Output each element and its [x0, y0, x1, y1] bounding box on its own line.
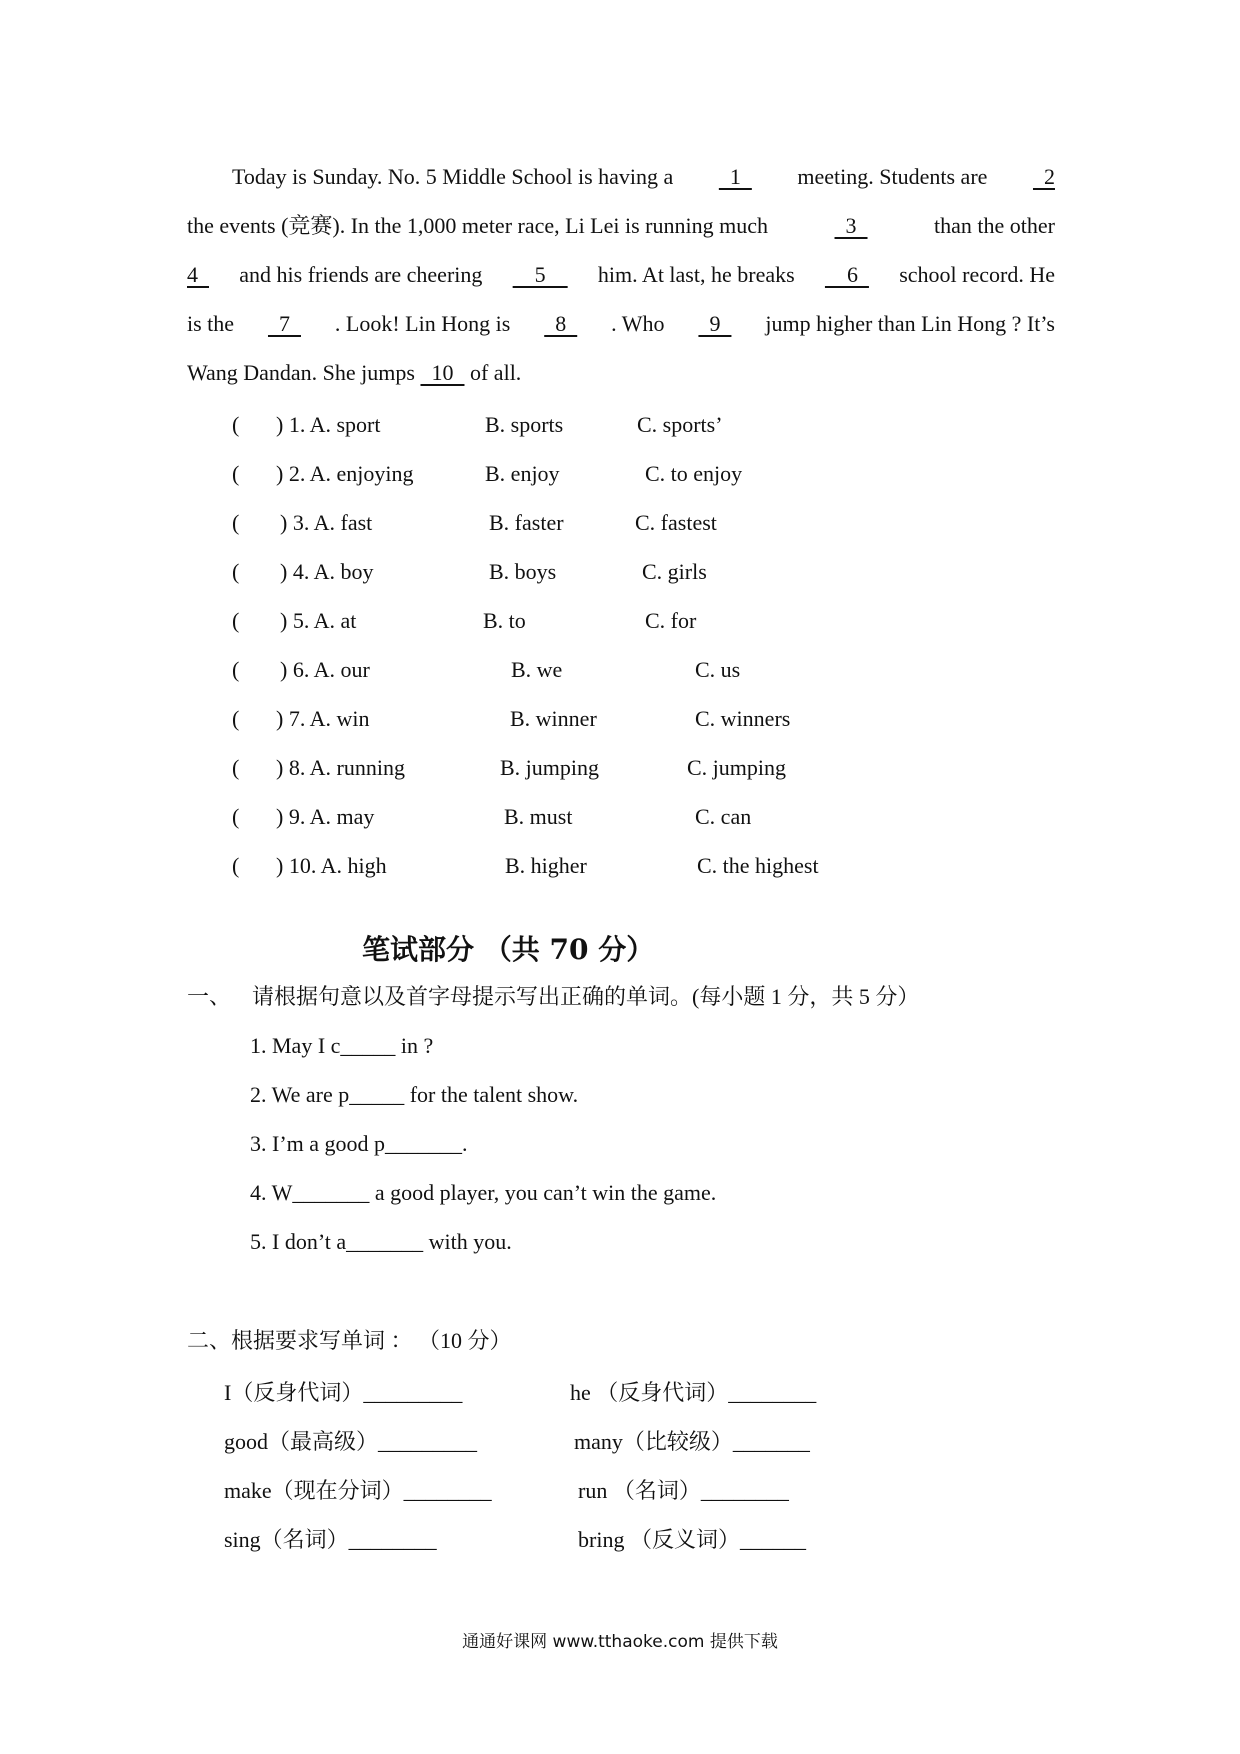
option-c: C. the highest [697, 853, 819, 878]
option-a: ) 6. A. our [280, 657, 370, 682]
choice-row-4 [232, 547, 882, 596]
option-b: B. jumping [500, 755, 600, 780]
blank-7: 7 [267, 311, 301, 336]
answer-paren: ( [232, 510, 240, 535]
option-c: C. fastest [635, 510, 717, 535]
option-c: C. winners [695, 706, 791, 731]
word-item: many（比较级）_______ [574, 1429, 810, 1454]
passage-line-2 [187, 201, 1055, 250]
option-a: ) 7. A. win [276, 706, 370, 731]
answer-paren: ( [232, 461, 240, 486]
question-4: 4. W_______ a good player, you can’t win the game. [250, 1180, 717, 1205]
word-item: he （反身代词）________ [570, 1380, 817, 1405]
option-b: B. to [483, 608, 526, 633]
answer-paren: ( [232, 657, 240, 682]
blank-2: 2 [1032, 164, 1055, 189]
choice-row-3 [232, 498, 882, 547]
answer-paren: ( [232, 412, 240, 437]
word-item: make（现在分词）________ [224, 1478, 492, 1503]
answer-paren: ( [232, 706, 240, 731]
answer-paren: ( [232, 804, 240, 829]
passage-text: . Who [611, 311, 665, 336]
instruction-text: 请根据句意以及首字母提示写出正确的单词。(每小题 1 分，共 5 分） [252, 984, 920, 1009]
option-a: ) 8. A. running [276, 755, 405, 780]
answer-paren: ( [232, 608, 240, 633]
option-b: B. boys [489, 559, 557, 584]
passage-line-3 [187, 250, 1055, 299]
option-a: ) 3. A. fast [280, 510, 373, 535]
option-c: C. girls [642, 559, 707, 584]
word-item: good（最高级）_________ [224, 1429, 478, 1454]
cloze-passage [187, 152, 1055, 397]
blank-8: 8 [544, 311, 578, 336]
option-a: ) 5. A. at [280, 608, 357, 633]
option-a: ) 10. A. high [276, 853, 387, 878]
passage-text: meeting. Students are [797, 164, 988, 189]
question-3: 3. I’m a good p_______. [250, 1131, 468, 1156]
option-b: B. faster [489, 510, 564, 535]
question-1: 1. May I c_____ in ? [250, 1033, 434, 1058]
choice-row-10 [232, 841, 882, 890]
passage-text: and his friends are cheering [239, 262, 483, 287]
option-c: C. jumping [687, 755, 787, 780]
passage-text: Wang Dandan. She jumps [187, 360, 421, 385]
word-item: sing（名词）________ [224, 1527, 437, 1552]
blank-4: 4 [187, 262, 209, 287]
choice-row-6 [232, 645, 882, 694]
section-1-instruction [187, 980, 919, 1011]
passage-text: school record. He [899, 262, 1055, 287]
word-item: bring （反义词）______ [578, 1527, 806, 1552]
option-a: ) 9. A. may [276, 804, 375, 829]
option-c: C. can [695, 804, 752, 829]
option-a: ) 4. A. boy [280, 559, 374, 584]
option-c: C. to enjoy [645, 461, 743, 486]
choice-row-8 [232, 743, 882, 792]
blank-3: 3 [834, 213, 868, 238]
footer-credit: 通通好课网 www.tthaoke.com 提供下载 [462, 1632, 778, 1652]
passage-text: of all. [469, 360, 522, 385]
passage-text: Today is Sunday. No. 5 Middle School is having a [232, 164, 674, 189]
option-c: C. sports’ [637, 412, 723, 437]
option-a: ) 2. A. enjoying [276, 461, 414, 486]
answer-paren: ( [232, 755, 240, 780]
written-part-heading: 笔试部分 （共 70 分） [362, 933, 655, 966]
choice-list [232, 400, 882, 890]
passage-text: him. At last, he breaks [597, 262, 795, 287]
option-b: B. sports [485, 412, 564, 437]
passage-line-5 [187, 348, 1055, 397]
word-item: I（反身代词）_________ [224, 1380, 463, 1405]
choice-row-5 [232, 596, 882, 645]
choice-row-9 [232, 792, 882, 841]
choice-row-7 [232, 694, 882, 743]
option-c: C. us [695, 657, 741, 682]
answer-paren: ( [232, 853, 240, 878]
passage-line-1 [187, 152, 1055, 201]
option-b: B. must [504, 804, 573, 829]
answer-paren: ( [232, 559, 240, 584]
passage-text: than the other [934, 213, 1055, 238]
blank-6: 6 [824, 262, 869, 287]
choice-row-1 [232, 400, 882, 449]
option-b: B. we [511, 657, 563, 682]
passage-text: . Look! Lin Hong is [334, 311, 511, 336]
question-2: 2. We are p_____ for the talent show. [250, 1082, 579, 1107]
passage-text: is the [187, 311, 235, 336]
option-b: B. higher [505, 853, 587, 878]
passage-line-4 [187, 299, 1055, 348]
blank-9: 9 [698, 311, 732, 336]
section-number: 一、 [187, 984, 232, 1009]
blank-1: 1 [718, 164, 752, 189]
question-5: 5. I don’t a_______ with you. [250, 1229, 512, 1254]
option-b: B. enjoy [485, 461, 560, 486]
blank-10: 10 [420, 360, 465, 385]
passage-text: the events (竞赛). In the 1,000 meter race, Li Lei is running much [187, 213, 768, 238]
word-item: run （名词）________ [578, 1478, 789, 1503]
choice-row-2 [232, 449, 882, 498]
option-c: C. for [645, 608, 697, 633]
option-a: ) 1. A. sport [276, 412, 381, 437]
section-2-title: 二、根据要求写单词 ： （10 分） [187, 1328, 512, 1353]
option-b: B. winner [510, 706, 597, 731]
blank-5: 5 [512, 262, 568, 287]
passage-text: jump higher than Lin Hong ? It’s [765, 311, 1055, 336]
